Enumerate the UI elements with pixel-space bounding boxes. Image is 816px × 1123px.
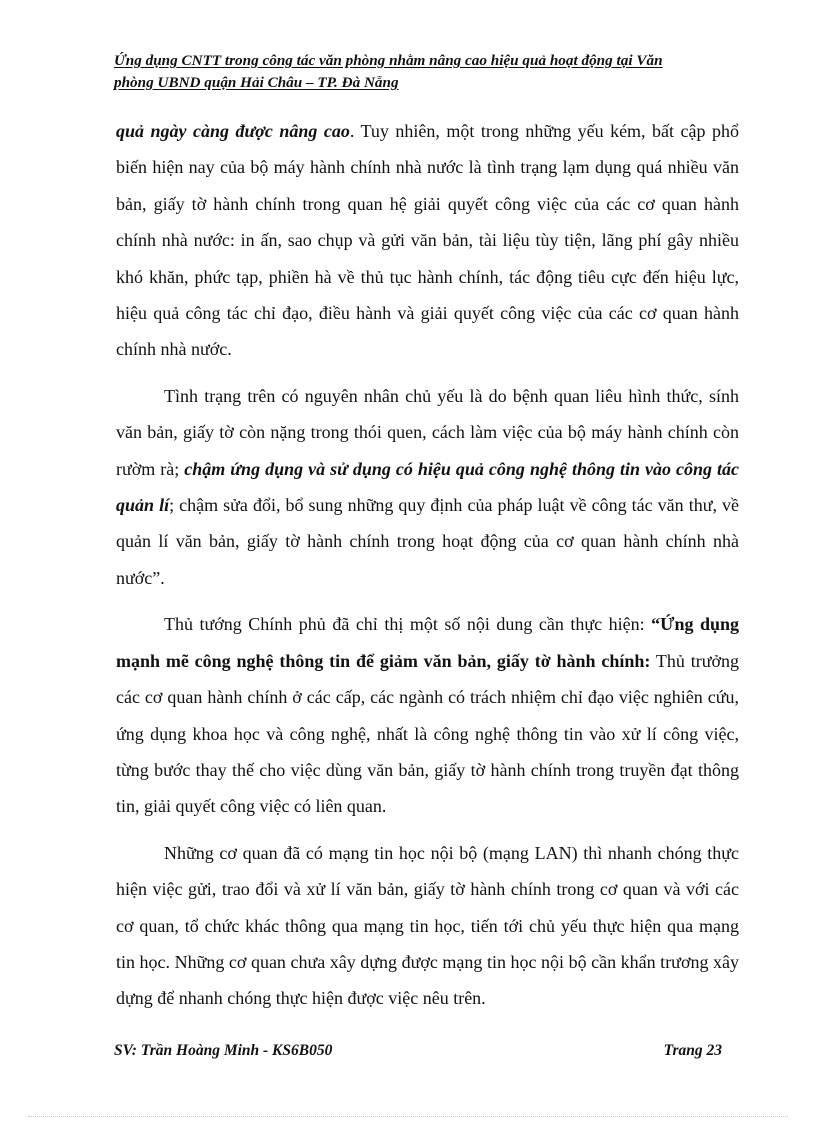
paragraph-2-emphasis: chậm ứng dụng và sử dụng có hiệu quả công nghệ thông tin vào công tác quản lí bbox=[116, 458, 739, 516]
running-header bbox=[114, 50, 729, 94]
body-text bbox=[116, 113, 739, 1017]
paragraph-2 bbox=[116, 378, 739, 596]
paragraph-3-emphasis: “Ứng dụng mạnh mẽ công nghệ thông tin để giảm văn bản, giấy tờ hành chính: bbox=[116, 614, 740, 671]
footer-page-number: Trang 23 bbox=[663, 1042, 722, 1059]
footer-author: SV: Trần Hoàng Minh - KS6B050 bbox=[114, 1042, 333, 1059]
page-footer bbox=[114, 1042, 722, 1060]
paragraph-3 bbox=[116, 606, 739, 824]
paragraph-3-before: Thủ tướng Chính phủ đã chỉ thị một số nội dung cần thực hiện: bbox=[164, 614, 652, 635]
paragraph-4 bbox=[116, 835, 739, 1017]
paragraph-4-text: Những cơ quan đã có mạng tin học nội bộ (mạng LAN) thì nhanh chóng thực hiện việc gửi, trao đổi và xử lí văn bản, giấy tờ hành chính trong cơ quan và với các cơ quan, tổ chức khác thông qua mạng tin học, tiến tới chủ yếu thực hiện qua mạng tin học. Những cơ quan chưa xây dựng được mạng tin học nội bộ cần khẩn trương xây dựng để nhanh chóng thực hiện được việc nêu trên. bbox=[116, 842, 739, 1009]
paragraph-3-after: Thủ trưởng các cơ quan hành chính ở các cấp, các ngành có trách nhiệm chỉ đạo việc nghiên cứu, ứng dụng khoa học và công nghệ, nhất là công nghệ thông tin vào xử lí công việc, từng bước thay thế cho việc dùng văn bản, giấy tờ hành chính trong truyền đạt thông tin, giải quyết công việc có liên quan. bbox=[116, 650, 739, 817]
header-line-2: phòng UBND quận Hải Châu – TP. Đà Nẵng bbox=[114, 74, 399, 91]
paragraph-1-emphasis: quả ngày càng được nâng cao bbox=[116, 121, 350, 141]
paragraph-1-text: . Tuy nhiên, một trong những yếu kém, bất cập phổ biến hiện nay của bộ máy hành chính nhà nước là tình trạng lạm dụng quá nhiều văn bản, giấy tờ hành chính trong quan hệ giải quyết công việc của các cơ quan hành chính nhà nước: in ấn, sao chụp và gửi văn bản, tài liệu tùy tiện, lãng phí gây nhiều khó khăn, phức tạp, phiền hà về thủ tục hành chính, tác động tiêu cực đến hiệu lực, hiệu quả công tác chỉ đạo, điều hành và giải quyết công việc của các cơ quan hành chính nhà nước. bbox=[116, 121, 739, 360]
paragraph-2-after: ; chậm sửa đổi, bổ sung những quy định của pháp luật về công tác văn thư, về quản lí văn bản, giấy tờ hành chính trong hoạt động của cơ quan hành chính nhà nước”. bbox=[116, 495, 739, 588]
page-bottom-divider bbox=[28, 1116, 788, 1117]
paragraph-1 bbox=[116, 113, 739, 368]
paragraph-2-before: Tình trạng trên có nguyên nhân chủ yếu là do bệnh quan liêu hình thức, sính văn bản, giấy tờ còn nặng trong thói quen, cách làm việc của bộ máy hành chính còn rườm rà; bbox=[116, 385, 739, 479]
header-line-1: Ứng dụng CNTT trong công tác văn phòng nhằm nâng cao hiệu quả hoạt động tại Văn bbox=[114, 52, 663, 69]
